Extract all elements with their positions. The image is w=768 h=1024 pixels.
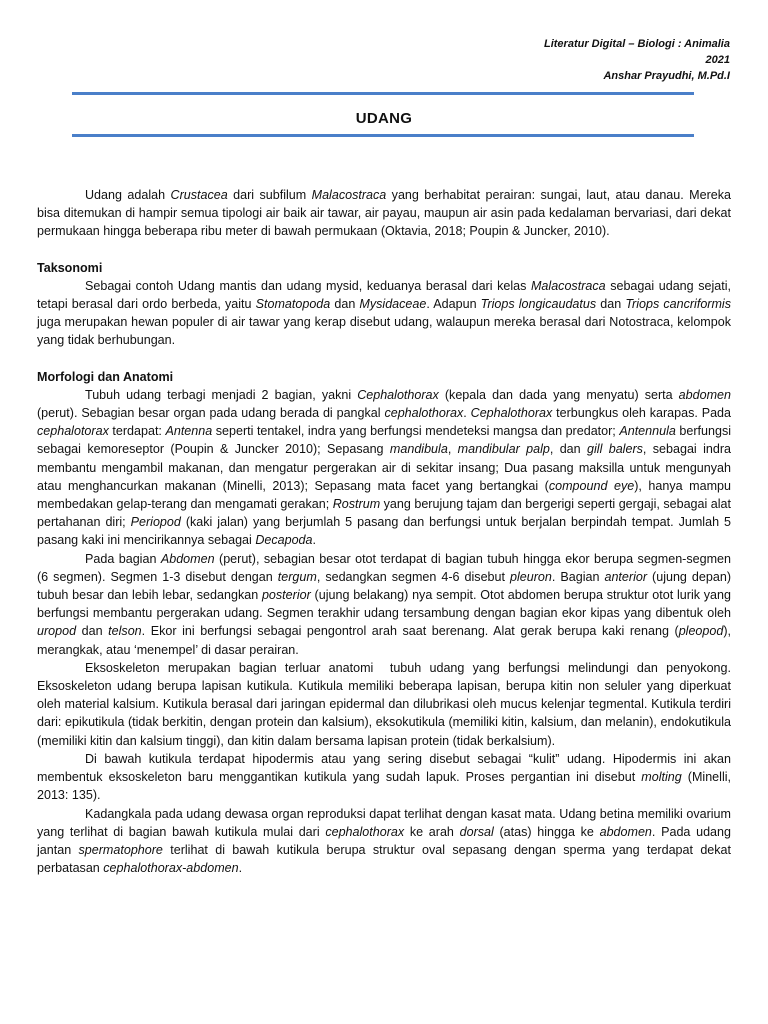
top-divider [72, 92, 694, 95]
morfologi-paragraph-5: Kadangkala pada udang dewasa organ reproduksi dapat terlihat dengan kasat mata. Udang betina memiliki ovarium yang terlihat di bagian bawah kutikula mulai dari cephalothorax ke arah dorsal (atas) hingga ke abdomen. Pada udang jantan spermatophore terlihat di bawah kutikula berupa struktur oval sepasang dengan sperma yang terdapat dekat perbatasan cephalothorax-abdomen. [37, 806, 732, 876]
morfologi-paragraph-3: Eksoskeleton merupakan bagian terluar anatomi tubuh udang yang berfungsi melindungi dan penyokong. Eksoskeleton udang berupa lapisan kutikula. Kutikula memiliki beberapa lapisan, berupa kitin non seluler yang diperkuat oleh material kalsium. Kutikula berasal dari jaringan epidermal dan dilubrikasi oleh mucus kelenjar tegmental. Kutikula terdiri dari: epikutikula (tidak berkitin, dengan protein dan kalsium), eksokutikula (memiliki kitin, kalsium, dan melanin), endokutikula (memiliki kitin dan kalsium tinggi), dan kitin dalam bersama lapisan protein (tidak berkalsium). [37, 660, 731, 748]
title-divider [72, 134, 694, 137]
document-body [37, 186, 731, 877]
morfologi-heading: Morfologi dan Anatomi [37, 369, 174, 384]
document-header [544, 36, 730, 84]
morfologi-paragraph-2: Pada bagian Abdomen (perut), sebagian besar otot terdapat di bagian tubuh hingga ekor berupa segmen-segmen (6 segmen). Segmen 1-3 disebut dengan tergum, sedangkan segmen 4-6 disebut pleuron. Bagian anterior (ujung depan) tubuh besar dan lebih lebar, sedangkan posterior (ujung belakang) nya sempit. Otot abdomen berupa struktur otot lurik yang berfungsi membantu pergerakan udang. Segmen terakhir udang tersambung dengan bagian ekor kipas yang dibentuk oleh uropod dan telson. Ekor ini berfungsi sebagai pengontrol arah saat berenang. Alat gerak berupa kaki renang (pleopod), merangkak, atau ‘menempel’ di dasar perairan. [37, 551, 732, 657]
header-series: Literatur Digital – Biologi : Animalia [543, 38, 730, 50]
morfologi-paragraph-4: Di bawah kutikula terdapat hipodermis atau yang sering disebut sebagai “kulit” udang. Hipodermis ini akan membentuk eksoskeleton baru menggantikan kutikula yang sudah lapuk. Proses pergantian ini disebut molting (Minelli, 2013: 135). [37, 751, 732, 803]
page-title: UDANG [355, 110, 413, 127]
taksonomi-paragraph: Sebagai contoh Udang mantis dan udang mysid, keduanya berasal dari kelas Malacostraca sebagai udang sejati, tetapi berasal dari ordo berbeda, yaitu Stomatopoda dan Mysidaceae. Adapun Triops longicaudatus dan Triops cancriformis juga merupakan hewan populer di air tawar yang kerap disebut udang, walaupun mereka berasal dari Notostraca, kelompok yang tidak berhubungan. [37, 278, 731, 348]
morfologi-paragraph-1: Tubuh udang terbagi menjadi 2 bagian, yakni Cephalothorax (kepala dan dada yang menyatu) serta abdomen (perut). Sebagian besar organ pada udang berada di pangkal cephalothorax. Cephalothorax terbungkus oleh karapas. Pada cephalotorax terdapat: Antenna seperti tentakel, indra yang berfungsi mendeteksi mangsa dan predator; Antennula berfungsi sebagai kemoreseptor (Poupin & Juncker 2010); Sepasang mandibula, mandibular palp, dan gill balers, sebagai indra membantu mengambil makanan, dan mengatur pergerakan air di sekitar insang; Dua pasang maksilla untuk mengunyah atau menghancurkan makanan (Minelli, 2013); Sepasang mata facet yang bertangkai (compound eye), hanya mampu membedakan gelap-terang dan mengamati gerakan; Rostrum yang berujung tajam dan bergerigi seperti gergaji, sebagai alat pertahanan diri; Periopod (kaki jalan) yang berjumlah 5 pasang dan berfungsi untuk berjalan berpindah tempat. Jumlah 5 pasang kaki ini mencirikannya sebagai Decapoda. [37, 387, 732, 548]
intro-paragraph: Udang adalah Crustacea dari subfilum Malacostraca yang berhabitat perairan: sungai, laut, atau danau. Mereka bisa ditemukan di hampir semua tipologi air baik air tawar, air payau, maupun air asin pada kedalaman bervariasi, dari dekat permukaan hingga beberapa ribu meter di bawah permukaan (Oktavia, 2018; Poupin & Juncker, 2010). [37, 188, 731, 239]
header-year: 2021 [705, 54, 730, 66]
taksonomi-heading: Taksonomi [37, 260, 103, 275]
header-author: Anshar Prayudhi, M.Pd.I [603, 70, 730, 82]
